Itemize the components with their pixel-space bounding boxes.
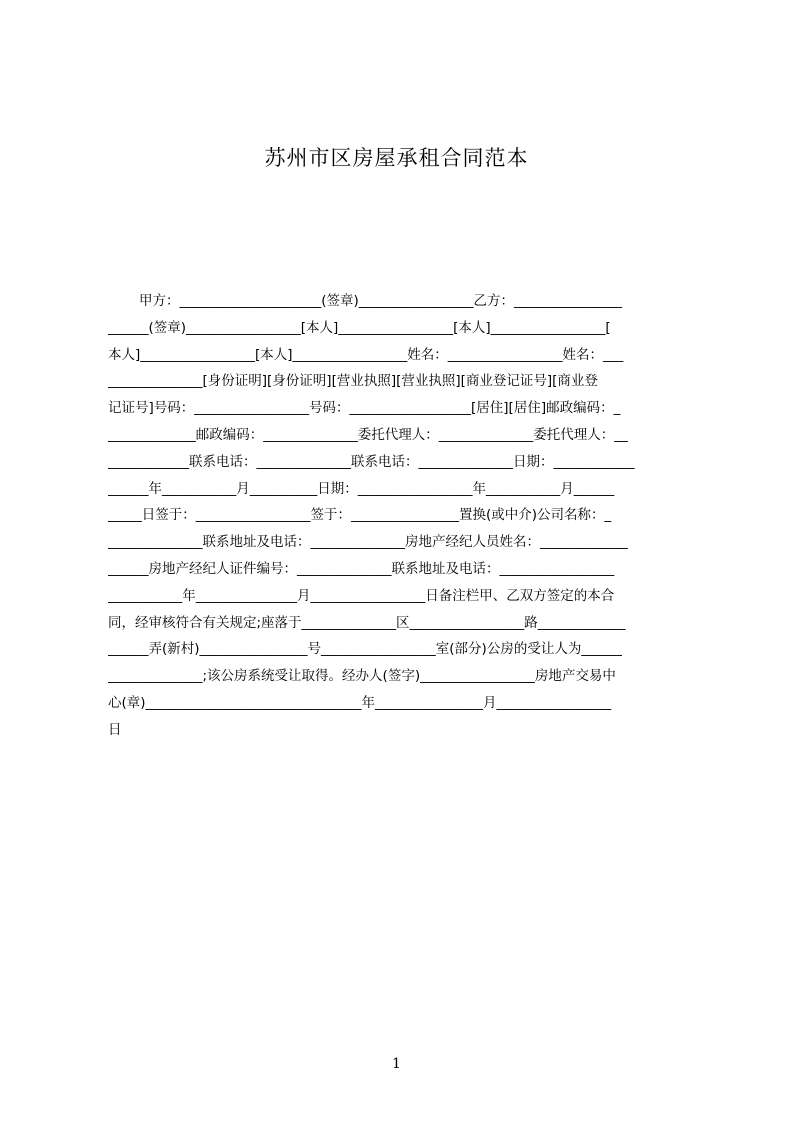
text-line: 心(章)________________________________年________________月_________________: [108, 694, 612, 711]
text-line: ______房地产经纪人证件编号：______________联系地址及电话：_________________: [108, 560, 615, 577]
contract-body: [108, 288, 698, 744]
text-line: ____________联系电话：______________联系电话：______________日期：____________: [108, 453, 635, 470]
text-line: _____日签于：_________________签于：________________置换(或中介)公司名称：_: [108, 507, 612, 524]
text-line: ______________[身份证明][身份证明][营业执照][营业执照][商业登记证号][商业登: [108, 373, 598, 390]
text-line: _____________邮政编码：______________委托代理人：______________委托代理人：__: [108, 426, 628, 443]
text-line: 记证号]号码：_________________号码：__________________[居住][居住]邮政编码：_: [108, 400, 621, 417]
text-line: ______年___________月__________日期：_________________年___________月______: [108, 480, 615, 497]
text-line: ______________;该公房系统受让取得。经办人(签字)_________________房地产交易中: [108, 668, 616, 685]
document-title: 苏州市区房屋承租合同范本: [264, 146, 529, 170]
text-line: 同，经审核符合有关规定;座落于______________区_________________路_____________: [108, 614, 626, 631]
text-line: 本人]_________________[本人]_________________姓名：_________________姓名：___: [108, 346, 624, 363]
text-line: ______________联系地址及电话：______________房地产经纪人员姓名：_____________: [108, 534, 628, 551]
text-line: ___________年_______________月_________________日备注栏甲、乙双方签定的本合: [108, 587, 615, 604]
text-line: 日: [108, 721, 122, 738]
text-line: ______弄(新村)________________号_________________室(部分)公房的受让人为______: [108, 641, 622, 658]
page-number: 1: [392, 1056, 401, 1072]
text-line: 甲方：_____________________(签章)_________________乙方：________________: [139, 293, 623, 309]
text-line: ______(签章)_________________[本人]_________________[本人]_________________[: [108, 319, 611, 336]
